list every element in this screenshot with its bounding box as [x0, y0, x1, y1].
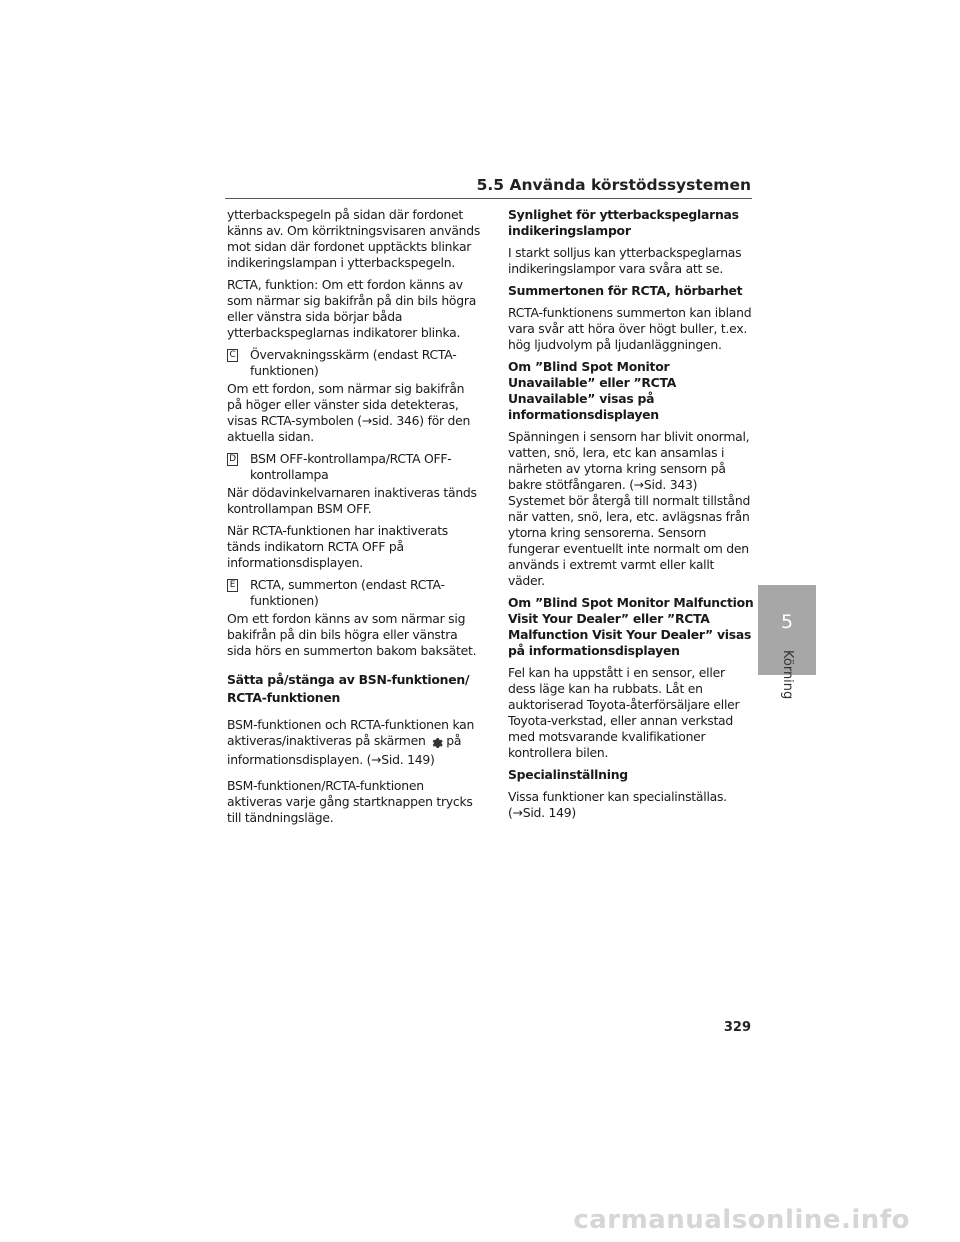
- paragraph: Vissa funktioner kan specialinställas. (→Sid. 149): [508, 789, 727, 820]
- legend-item-c: [227, 347, 481, 379]
- paragraph: Om ett fordon, som närmar sig bakifrån på höger eller vänster sida detekteras, visas RCTA-symbolen (→sid. 346) för den aktuella sidan.: [227, 381, 471, 444]
- paragraph: RCTA-funktionens summerton kan ibland vara svår att höra över högt buller, t.ex. hög ljudvolym på ljudanläggningen.: [508, 305, 752, 352]
- chapter-label: Körning: [780, 650, 795, 700]
- paragraph: [227, 717, 481, 768]
- section-heading: Specialinställning: [508, 767, 628, 782]
- paragraph: När dödavinkelvarnaren inaktiveras tänds kontrollampan BSM OFF.: [227, 485, 477, 516]
- paragraph: Spänningen i sensorn har blivit onormal, vatten, snö, lera, etc kan ansamlas i närheten av ytorna kring sensorn på bakre stötfångaren. (→Sid. 343) Systemet bör återgå till normalt tillstånd när vatten, snö, lera, etc. avlägsnas från ytorna kring sensorerna. Sensorn fungerar eventuellt inte normalt om den används i extremt varmt eller kallt väder.: [508, 429, 751, 588]
- legend-item-d: [227, 451, 481, 483]
- gear-icon: [430, 735, 443, 752]
- legend-text: BSM OFF-kontrollampa/RCTA OFF-kontrollampa: [250, 451, 452, 482]
- paragraph-text: på informationsdisplayen. (→Sid. 149): [227, 733, 462, 767]
- legend-letter-d: D: [227, 453, 238, 466]
- legend-letter-c: C: [227, 349, 238, 362]
- section-heading: Summertonen för RCTA, hörbarhet: [508, 283, 743, 298]
- right-column: [508, 207, 754, 827]
- watermark: carmanualsonline.info: [573, 1205, 910, 1235]
- legend-letter-e: E: [227, 579, 238, 592]
- legend-text: RCTA, summerton (endast RCTA-funktionen): [250, 577, 445, 608]
- paragraph: Om ett fordon känns av som närmar sig bakifrån på din bils högra eller vänstra sida hörs en summerton bakom baksätet.: [227, 611, 477, 658]
- section-title: 5.5 Använda körstödssystemen: [476, 176, 751, 194]
- section-heading: Om ”Blind Spot Monitor Unavailable” eller ”RCTA Unavailable” visas på informationsdisplayen: [508, 359, 677, 422]
- paragraph: BSM-funktionen/RCTA-funktionen aktiveras varje gång startknappen trycks till tändningsläge.: [227, 778, 473, 825]
- section-heading: Sätta på/stänga av BSN-funktionen/ RCTA-funktionen: [227, 672, 470, 705]
- section-heading: Synlighet för ytterbackspeglarnas indikeringslampor: [508, 207, 739, 238]
- legend-text: Övervakningsskärm (endast RCTA-funktionen): [250, 347, 457, 378]
- paragraph-text: BSM-funktionen och RCTA-funktionen kan aktiveras/inaktiveras på skärmen: [227, 717, 475, 748]
- paragraph: Fel kan ha uppstått i en sensor, eller dess läge kan ha rubbats. Låt en auktoriserad Toyota-återförsäljare eller Toyota-verkstad, eller annan verkstad med motsvarande kvalifikationer kontrollera bilen.: [508, 665, 740, 760]
- paragraph: När RCTA-funktionen har inaktiverats tänds indikatorn RCTA OFF på informationsdisplayen.: [227, 523, 449, 570]
- header-rule: [225, 198, 752, 199]
- left-column: [227, 207, 481, 832]
- section-heading: Om ”Blind Spot Monitor Malfunction Visit Your Dealer” eller ”RCTA Malfunction Visit Your Dealer” visas på informationsdisplayen: [508, 595, 754, 658]
- paragraph: ytterbackspegeln på sidan där fordonet känns av. Om körriktningsvisaren används mot sidan där fordonet upptäckts blinkar indikeringslampan i ytterbackspegeln.: [227, 207, 481, 270]
- legend-item-e: [227, 577, 481, 609]
- page-number: 329: [723, 1020, 751, 1035]
- paragraph: RCTA, funktion: Om ett fordon känns av som närmar sig bakifrån på din bils högra eller vänstra sida börjar båda ytterbackspeglarnas indikatorer blinka.: [227, 277, 477, 340]
- chapter-number: 5: [780, 611, 794, 633]
- paragraph: I starkt solljus kan ytterbackspeglarnas indikeringslampor vara svåra att se.: [508, 245, 742, 276]
